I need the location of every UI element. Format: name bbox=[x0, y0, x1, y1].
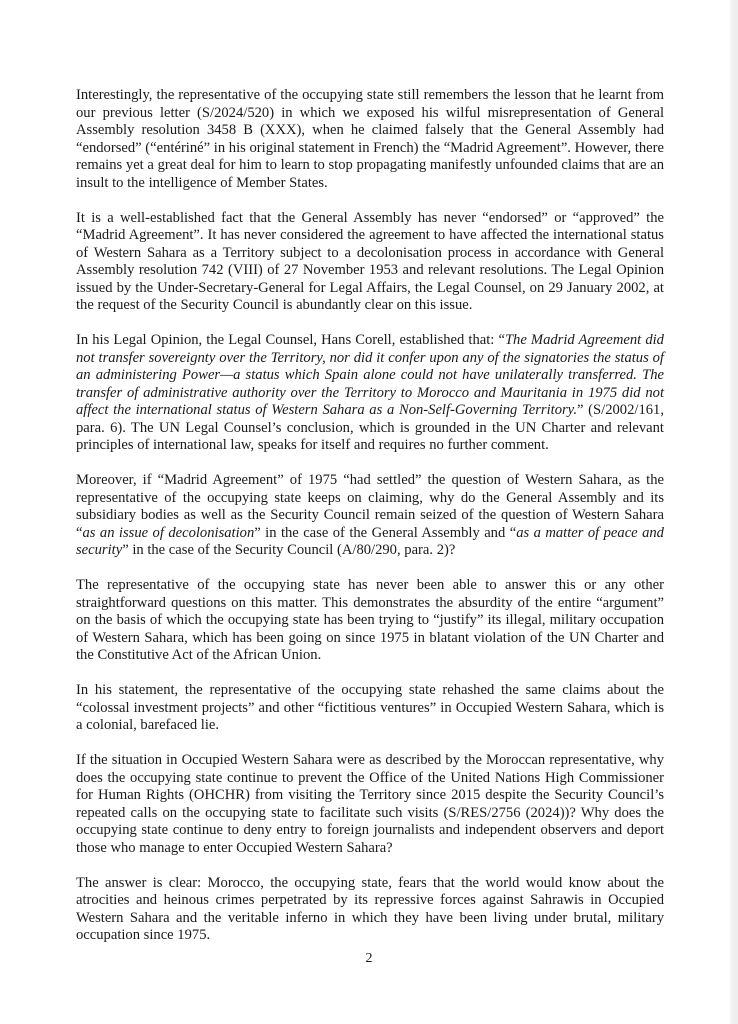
text-segment: Moreover, if “Madrid Agreement” of 1975 “had settled” the question of Western Sahara, as the representative of the occupying state keeps on claiming, why do the General Assembly and its subsidiary bodies as well as the Security Council remain seized of the question of Western Sahara “ bbox=[76, 472, 664, 541]
text-segment: The representative of the occupying state has never been able to answer this or any other straightforward questions on this matter. This demonstrates the absurdity of the entire “argument” on the basis of which the occupying state has been trying to “justify” its illegal, military occupation of Western Sahara, which has been going on since 1975 in blatant violation of the UN Charter and the Constitutive Act of the African Union. bbox=[76, 577, 664, 663]
text-segment: ” (S/2002/161, para. 6). The UN Legal Counsel’s conclusion, which is grounded in the UN Charter and relevant principles of international law, speaks for itself and requires no further comment. bbox=[76, 402, 664, 453]
quote-decolonisation: as an issue of decolonisation bbox=[82, 524, 255, 541]
paragraph-3 bbox=[76, 332, 664, 455]
paragraph-5 bbox=[76, 577, 664, 665]
text-segment: If the situation in Occupied Western Sahara were as described by the Moroccan representative, why does the occupying state continue to prevent the Office of the United Nations High Commissioner for Human Rights (OHCHR) from visiting the Territory since 2015 despite the Security Council’s repeated calls on the occupying state to facilitate such visits (S/RES/2756 (2024))? Why does the occupying state continue to deny entry to foreign journalists and independent observers and deport those who manage to enter Occupied Western Sahara? bbox=[76, 752, 664, 856]
page-number: 2 bbox=[365, 951, 373, 966]
paragraph-2 bbox=[76, 210, 664, 315]
paragraph-6 bbox=[76, 682, 664, 735]
text-segment: ” in the case of the General Assembly and “ bbox=[254, 524, 517, 541]
text-segment: Interestingly, the representative of the occupying state still remembers the lesson that he learnt from our previous letter (S/2024/520) in which we exposed his wilful misrepresentation of General Assembly resolution 3458 B (XXX), when he claimed falsely that the General Assembly had “endorsed” (“entériné” in his original statement in French) the “Madrid Agreement”. However, there remains yet a great deal for him to learn to stop propagating manifestly unfounded claims that are an insult to the intelligence of Member States. bbox=[76, 87, 664, 191]
text-segment: It is a well-established fact that the General Assembly has never “endorsed” or “approved” the “Madrid Agreement”. It has never considered the agreement to have affected the international status of Western Sahara as a Territory subject to a decolonisation process in accordance with General Assembly resolution 742 (VIII) of 27 November 1953 and relevant resolutions. The Legal Opinion issued by the Under-Secretary-General for Legal Affairs, the Legal Counsel, on 29 January 2002, at the request of the Security Council is abundantly clear on this issue. bbox=[76, 209, 664, 313]
paragraph-8 bbox=[76, 875, 664, 945]
quote-peace-security: as a matter of peace and security bbox=[76, 524, 664, 558]
page-edge-shadow bbox=[730, 0, 738, 1024]
document-body bbox=[76, 87, 664, 962]
text-segment: ” in the case of the Security Council (A/80/290, para. 2)? bbox=[122, 542, 456, 558]
text-segment: In his Legal Opinion, the Legal Counsel, Hans Corell, established that: “ bbox=[76, 332, 505, 348]
paragraph-1 bbox=[76, 87, 664, 192]
paragraph-4 bbox=[76, 472, 664, 560]
text-segment: The answer is clear: Morocco, the occupying state, fears that the world would know about the atrocities and heinous crimes perpetrated by its repressive forces against Sahrawis in Occupied Western Sahara and the veritable inferno in which they have been living under brutal, military occupation since 1975. bbox=[76, 874, 664, 943]
legal-opinion-quote: The Madrid Agreement did not transfer sovereignty over the Territory, nor did it confer upon any of the signatories the status of an administering Power—a status which Spain alone could not have unilaterally transferred. The transfer of administrative authority over the Territory to Morocco and Mauritania in 1975 did not affect the international status of Western Sahara as a Non-Self-Governing Territory. bbox=[76, 332, 664, 418]
text-segment: In his statement, the representative of the occupying state rehashed the same claims about the “colossal investment projects” and other “fictitious ventures” in Occupied Western Sahara, which is a colonial, barefaced lie. bbox=[76, 682, 664, 733]
paragraph-7 bbox=[76, 752, 664, 857]
